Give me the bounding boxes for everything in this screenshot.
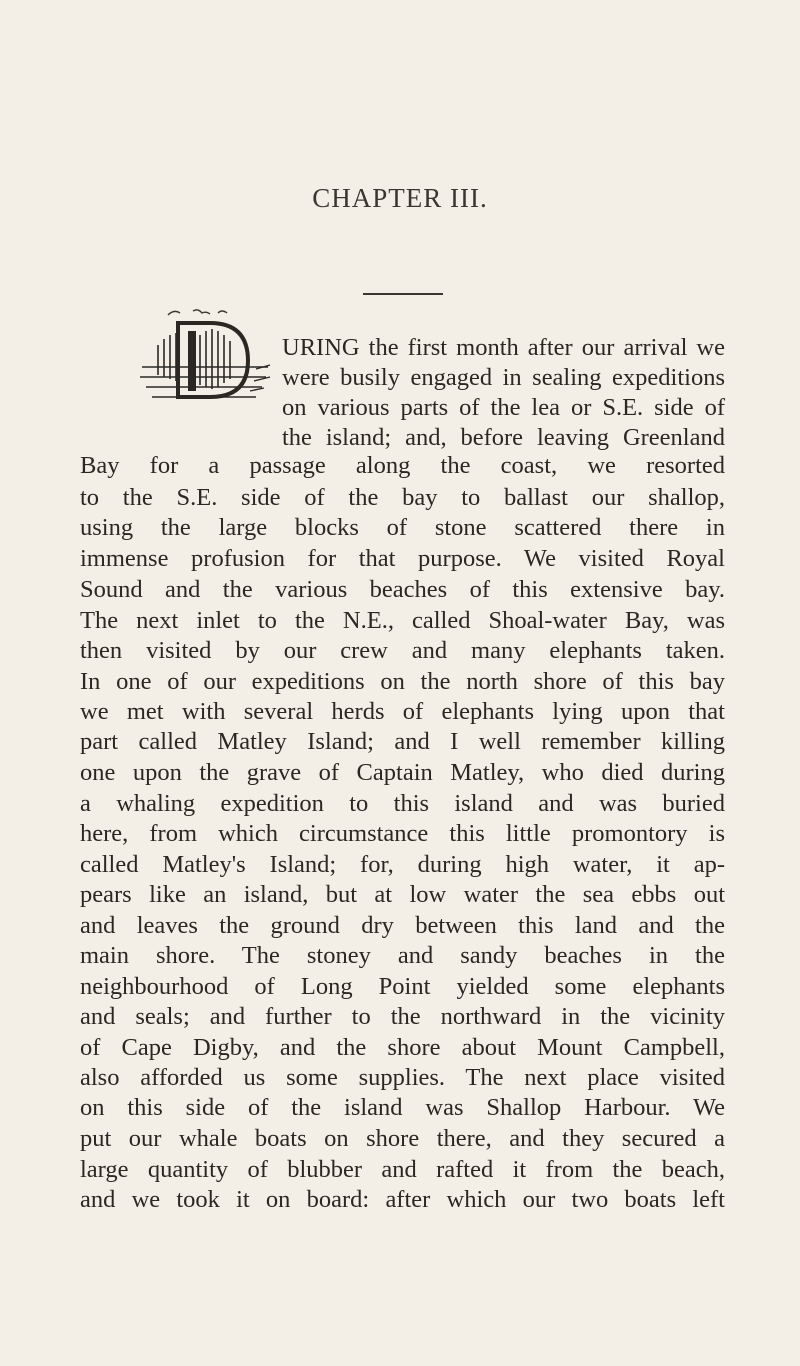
text-line: here, from which circumstance this little promontory is [80,820,725,847]
text-line: immense profusion for that purpose. We visited Royal [80,545,725,572]
text-line: using the large blocks of stone scattered there in [80,514,725,541]
text-line: on this side of the island was Shallop Harbour. We [80,1094,725,1121]
text-line: and seals; and further to the northward in the vicinity [80,1003,725,1030]
text-line: neighbourhood of Long Point yielded some elephants [80,973,725,1000]
text-line: then visited by our crew and many elephants taken. [80,637,725,664]
text-line: to the S.E. side of the bay to ballast our shallop, [80,484,725,511]
text-line: In one of our expeditions on the north shore of this bay [80,668,725,695]
text-line: and we took it on board: after which our two boats left [80,1186,725,1213]
text-line: Bay for a passage along the coast, we resorted [80,452,725,479]
text-line: main shore. The stoney and sandy beaches in the [80,942,725,969]
drop-cap-illustration-icon [138,305,280,403]
text-line: of Cape Digby, and the shore about Mount Campbell, [80,1034,725,1061]
text-line: were busily engaged in sealing expeditions [282,364,725,391]
text-line: also afforded us some supplies. The next place visited [80,1064,725,1091]
text-line: large quantity of blubber and rafted it from the beach, [80,1156,725,1183]
text-line: on various parts of the lea or S.E. side of [282,394,725,421]
text-line: and leaves the ground dry between this land and the [80,912,725,939]
text-line: we met with several herds of elephants lying upon that [80,698,725,725]
text-line: one upon the grave of Captain Matley, who died during [80,759,725,786]
title-rule [363,293,443,295]
text-line: a whaling expedition to this island and was buried [80,790,725,817]
text-line: pears like an island, but at low water the sea ebbs out [80,881,725,908]
chapter-title: CHAPTER III. [312,183,488,213]
text-line: Sound and the various beaches of this extensive bay. [80,576,725,603]
text-line: part called Matley Island; and I well remember killing [80,728,725,755]
text-line: URING the first month after our arrival we [282,334,725,361]
text-line: the island; and, before leaving Greenland [282,424,725,451]
text-line: put our whale boats on shore there, and they secured a [80,1125,725,1152]
text-line: called Matley's Island; for, during high water, it ap- [80,851,725,878]
text-line: The next inlet to the N.E., called Shoal-water Bay, was [80,607,725,634]
